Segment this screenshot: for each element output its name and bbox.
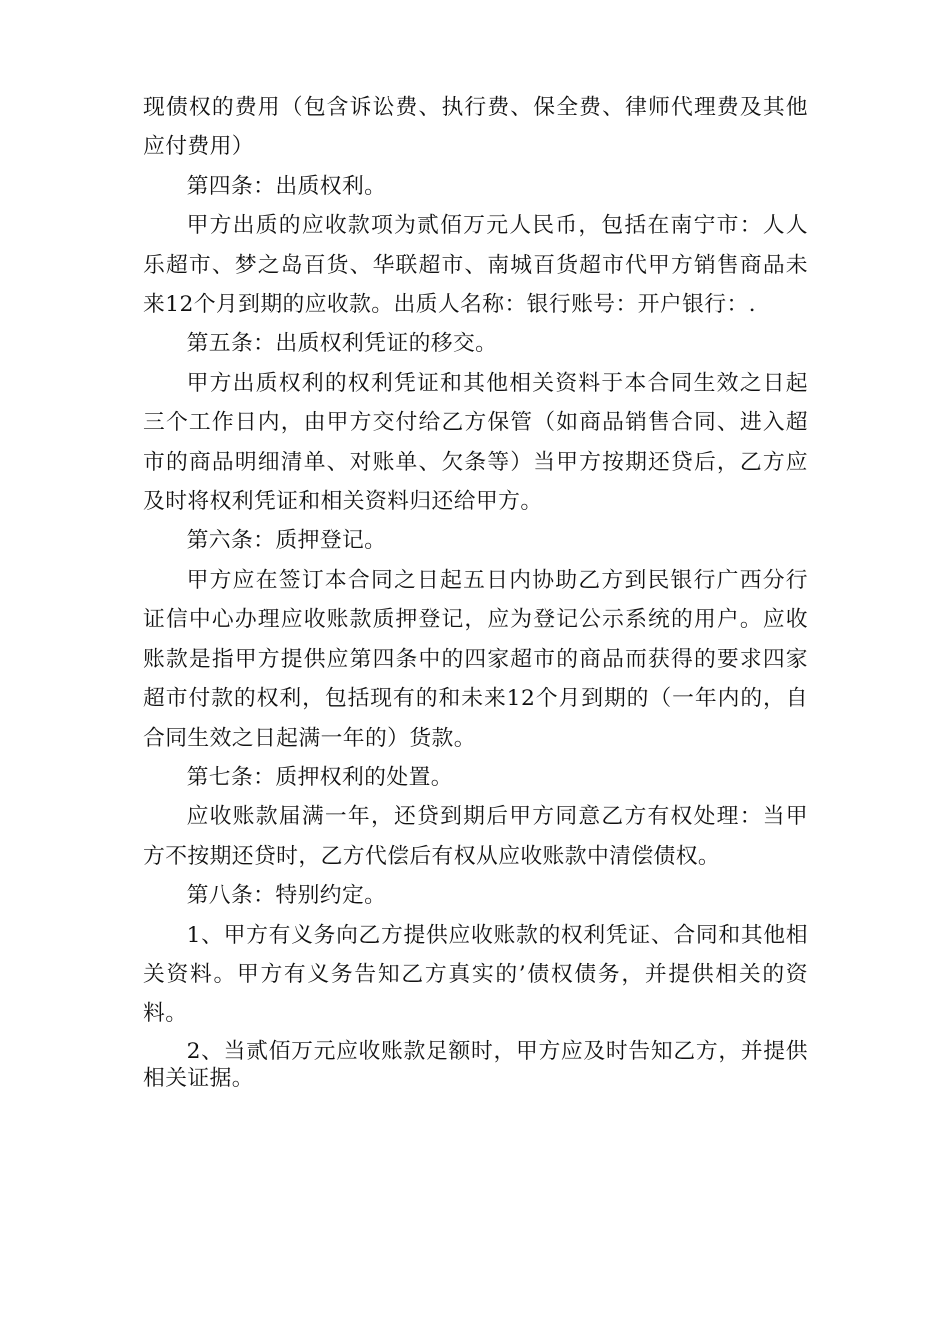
article-6-body: 甲方应在签订本合同之日起五日内协助乙方到民银行广西分行证信中心办理应收账款质押登记，应为登记公示系统的用户。应收账款是指甲方提供应第四条中的四家超市的商品而获得的要求四家超市付款的权利，包括现有的和未来12个月到期的（一年内的，自合同生效之日起满一年的）货款。 xyxy=(143,567,808,751)
article-8-item-1: 1、甲方有义务向乙方提供应收账款的权利凭证、合同和其他相关资料。甲方有义务告知乙方真实的’债权债务，并提供相关的资料。 xyxy=(143,922,808,1027)
article-5-body: 甲方出质权利的权利凭证和其他相关资料于本合同生效之日起三个工作日内，由甲方交付给乙方保管（如商品销售合同、进入超市的商品明细清单、对账单、欠条等）当甲方按期还贷后，乙方应及时将权利凭证和相关资料归还给甲方。 xyxy=(143,370,808,515)
article-4-heading: 第四条：出质权利。 xyxy=(186,173,387,199)
article-7-heading: 第七条：质押权利的处置。 xyxy=(186,764,453,790)
article-4-body: 甲方出质的应收款项为贰佰万元人民币，包括在南宁市：人人乐超市、梦之岛百货、华联超市、南城百货超市代甲方销售商品未来12个月到期的应收款。出质人名称：银行账号：开户银行：. xyxy=(143,213,808,318)
article-5-heading: 第五条：出质权利凭证的移交。 xyxy=(186,331,498,357)
article-8-heading: 第八条：特别约定。 xyxy=(186,883,387,909)
article-8-item-2: 2、当贰佰万元应收账款足额时，甲方应及时告知乙方，并提供相关证据。 xyxy=(143,1038,808,1091)
document-page xyxy=(143,88,808,1092)
paragraph-continuation: 现债权的费用（包含诉讼费、执行费、保全费、律师代理费及其他应付费用） xyxy=(143,95,808,160)
article-7-body: 应收账款届满一年，还贷到期后甲方同意乙方有权处理：当甲方不按期还贷时，乙方代偿后有权从应收账款中清偿债权。 xyxy=(143,804,808,869)
article-6-heading: 第六条：质押登记。 xyxy=(186,528,387,554)
